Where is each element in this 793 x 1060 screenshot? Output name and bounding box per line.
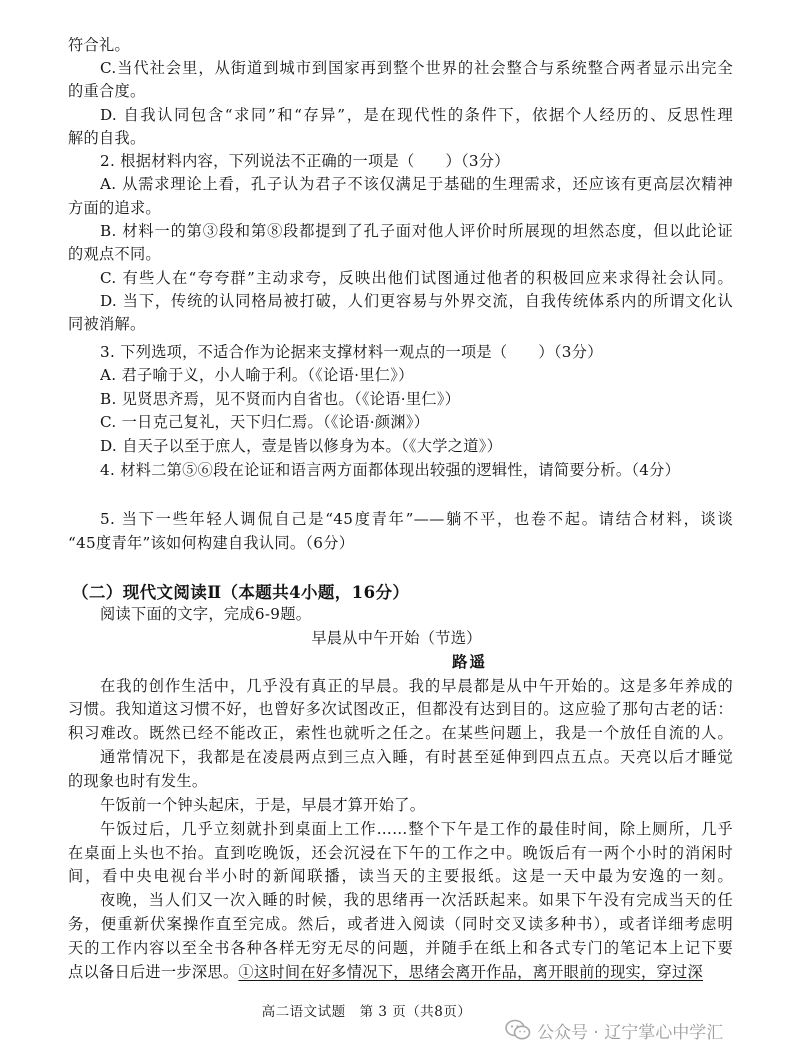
instruction-line: 阅读下面的文字，完成6-9题。 (100, 605, 312, 623)
passage-line (68, 961, 733, 984)
text-line: 解的自我。 (68, 129, 146, 147)
option-c-line: C. 有些人在“夸夸群”主动求夸，反映出他们试图通过他者的积极回应来求得社会认同。 (100, 269, 733, 287)
passage-author: 路遥 (452, 652, 488, 671)
passage-line: 的现象也时有发生。 (68, 772, 208, 790)
text-line: 方面的追求。 (68, 199, 161, 217)
passage-line: 通常情况下，我都是在凌晨两点到三点入睡，有时甚至延伸到四点五点。天亮以后才睡觉 (100, 748, 733, 766)
option-d-line: D. 自我认同包含“求同”和“存异”，是在现代性的条件下，依据个人经历的、反思性理 (100, 106, 733, 124)
passage-line: 天的工作内容以至全书各种各样无穷无尽的问题，并随手在纸上和各式专门的笔记本上记下要 (68, 939, 733, 957)
watermark (505, 1016, 723, 1044)
underlined-sentence: ①这时间在好多情况下，思绪会离开作品，离开眼前的现实，穿过深 (238, 963, 703, 981)
passage-line: 务，便重新伏案操作直至完成。然后，或者进入阅读（同时交叉读多种书），或者详细考虑明 (68, 915, 733, 933)
wechat-icon (505, 1019, 531, 1041)
question-3: 3. 下列选项，不适合作为论据来支撑材料一观点的一项是（ ）（3分） (100, 343, 603, 361)
text-line: 的重合度。 (68, 82, 146, 100)
text-line: 的观点不同。 (68, 245, 161, 263)
option-b-line: B. 见贤思齐焉，见不贤而内自省也。（《论语·里仁》） (100, 390, 461, 408)
text-line: 符合礼。 (68, 36, 130, 54)
passage-line: 午饭前一个钟头起床，于是，早晨才算开始了。 (100, 796, 426, 814)
passage-line: 在我的创作生活中，几乎没有真正的早晨。我的早晨都是从中午开始的。这是多年养成的 (100, 677, 733, 695)
option-d-line: D. 自天子以至于庶人，壹是皆以修身为本。（《大学之道》） (100, 437, 503, 455)
option-b-line: B. 材料一的第③段和第⑧段都提到了孔子面对他人评价时所展现的坦然态度，但以此论证 (100, 222, 733, 240)
text-line: “45度青年”该如何构建自我认同。（6分） (68, 534, 355, 552)
passage-line: 习惯。我知道这习惯不好，也曾好多次试图改正，但都没有达到目的。这应验了那句古老的话： (68, 700, 733, 718)
passage-line: 夜晚，当人们又一次入睡的时候，我的思绪再一次活跃起来。如果下午没有完成当天的任 (100, 891, 733, 909)
passage-title: 早晨从中午开始（节选） (311, 629, 482, 647)
text-line: 同被消解。 (68, 315, 146, 333)
question-5: 5. 当下一些年轻人调侃自己是“45度青年”——躺不平，也卷不起。请结合材料，谈谈 (100, 510, 733, 528)
passage-line: 在桌面上头也不抬。直到吃晚饭，还会沉浸在下午的工作之中。晚饭后有一两个小时的消闲时 (68, 844, 733, 862)
option-a-line: A. 从需求理论上看，孔子认为君子不该仅满足于基础的生理需求，还应该有更高层次精神 (100, 175, 733, 193)
option-d-line: D. 当下，传统的认同格局被打破，人们更容易与外界交流，自我传统体系内的所谓文化认 (100, 292, 733, 310)
passage-line: 间，看中央电视台半小时的新闻联播，读当天的主要报纸。这是一天中最为安逸的一刻。 (68, 867, 733, 885)
option-c-line: C. 一日克己复礼，天下归仁焉。（《论语·颜渊》） (100, 413, 430, 431)
page-footer: 高二语文试题 第 3 页（共8页） (261, 1004, 472, 1020)
option-c-line: C.当代社会里，从街道到城市到国家再到整个世界的社会整合与系统整合两者显示出完全 (100, 59, 733, 77)
question-2: 2. 根据材料内容，下列说法不正确的一项是（ ）（3分） (100, 152, 510, 170)
section-title: （二）现代文阅读Ⅱ（本题共4小题，16分） (72, 583, 410, 602)
watermark-text: 公众号 · 辽宁掌心中学汇 (537, 1022, 724, 1043)
passage-text: 点以备日后进一步深思。 (68, 963, 239, 981)
passage-line: 午饭过后，几乎立刻就扑到桌面上工作……整个下午是工作的最佳时间，除上厕所，几乎 (100, 820, 733, 838)
question-4: 4. 材料二第⑤⑥段在论证和语言两方面都体现出较强的逻辑性，请简要分析。（4分） (100, 461, 681, 479)
option-a-line: A. 君子喻于义，小人喻于利。（《论语·里仁》） (100, 366, 414, 384)
passage-line: 积习难改。既然已经不能改正，索性也就听之任之。在某些问题上，我是一个放任自流的人。 (68, 724, 733, 742)
